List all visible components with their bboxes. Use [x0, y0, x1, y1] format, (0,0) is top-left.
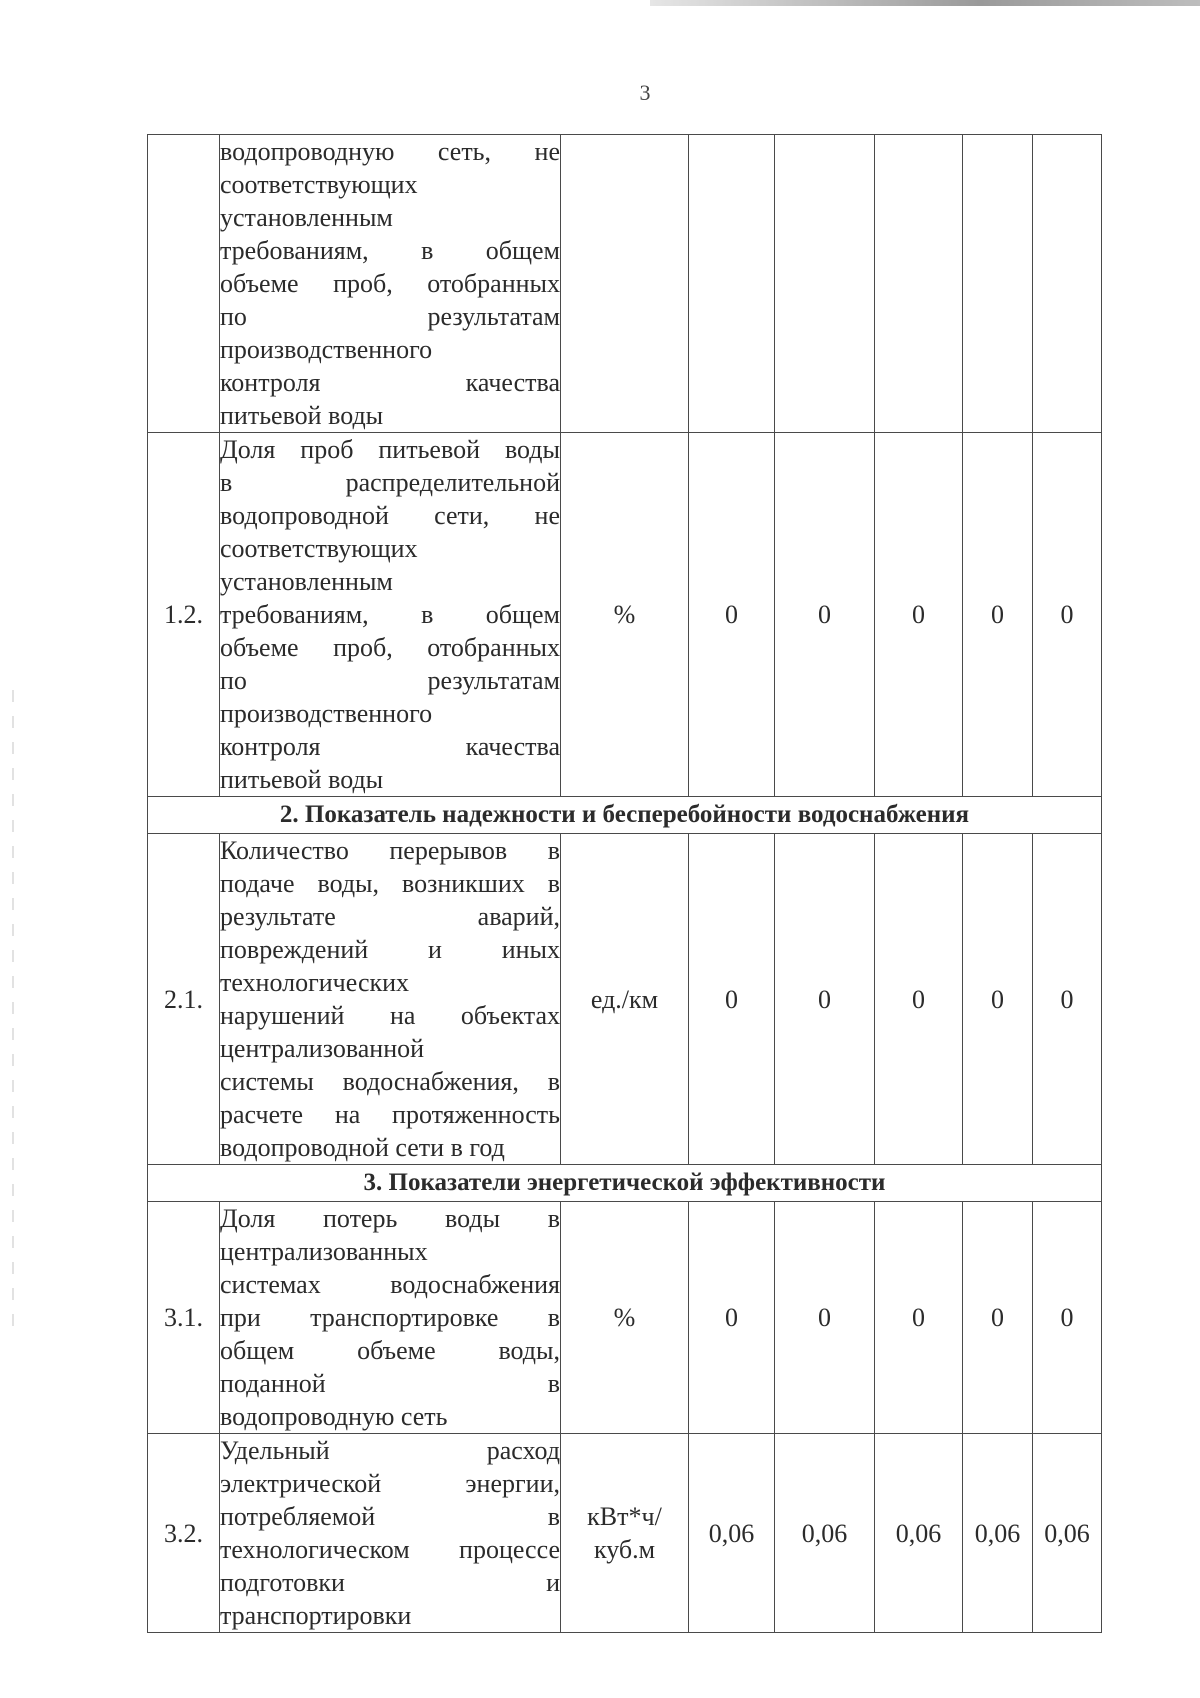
- description-line: Доля проб питьевой воды: [220, 435, 560, 464]
- description-line: по результатам: [220, 666, 560, 695]
- value-cell: 0,06: [689, 1434, 775, 1633]
- table-row: [148, 1434, 1102, 1633]
- description-line: технологических: [220, 968, 410, 997]
- description-line: водопроводную сеть: [220, 1402, 448, 1431]
- description-line: Удельный расход: [220, 1436, 560, 1465]
- value-cell: 0: [1033, 834, 1102, 1165]
- value-cell: 0: [963, 433, 1033, 797]
- value-cell: 0: [875, 433, 963, 797]
- table-row: [148, 1202, 1102, 1434]
- value-cell: 0: [875, 1202, 963, 1434]
- row-number: 3.1.: [148, 1202, 220, 1434]
- value-cell: 0: [963, 834, 1033, 1165]
- description-line: контроля качества: [220, 732, 560, 761]
- section-title: 3. Показатели энергетической эффективности: [148, 1165, 1102, 1202]
- description-line: по результатам: [220, 302, 560, 331]
- description-line: технологическом процессе: [220, 1535, 560, 1564]
- value-cell: 0: [689, 433, 775, 797]
- description-line: Количество перерывов в: [220, 836, 560, 865]
- description-line: результате аварий,: [220, 902, 560, 931]
- value-cell: 0: [775, 1202, 875, 1434]
- unit-line: куб.м: [593, 1535, 656, 1564]
- description-line: объеме проб, отобранных: [220, 633, 560, 662]
- description-line: питьевой воды: [220, 765, 384, 794]
- description-line: контроля качества: [220, 368, 560, 397]
- description-line: системах водоснабжения: [220, 1270, 560, 1299]
- description-line: подаче воды, возникших в: [220, 869, 560, 898]
- description-line: повреждений и иных: [220, 935, 560, 964]
- description-line: общем объеме воды,: [220, 1336, 560, 1365]
- indicator-description: [220, 135, 561, 433]
- description-line: централизованной: [220, 1034, 425, 1063]
- value-cell: [689, 135, 775, 433]
- value-cell: [775, 135, 875, 433]
- value-cell: 0: [1033, 433, 1102, 797]
- value-cell: 0: [775, 834, 875, 1165]
- indicators-table: [147, 134, 1102, 1633]
- value-cell: [875, 135, 963, 433]
- value-cell: 0: [689, 834, 775, 1165]
- unit-cell: ед./км: [561, 834, 689, 1165]
- unit-line: кВт*ч/: [587, 1502, 662, 1531]
- value-cell: 0: [689, 1202, 775, 1434]
- description-line: электрической энергии,: [220, 1469, 560, 1498]
- unit-cell: [561, 135, 689, 433]
- value-cell: 0,06: [1033, 1434, 1102, 1633]
- description-line: производственного: [220, 699, 433, 728]
- section-header-row: [148, 797, 1102, 834]
- scan-edge-mark: [12, 690, 14, 1340]
- description-line: расчете на протяженность: [220, 1100, 560, 1129]
- unit-cell: %: [561, 433, 689, 797]
- description-line: соответствующих: [220, 170, 418, 199]
- description-line: установленным: [220, 567, 393, 596]
- description-line: установленным: [220, 203, 393, 232]
- scan-shadow-top: [650, 0, 1200, 6]
- value-cell: [963, 135, 1033, 433]
- value-cell: 0,06: [963, 1434, 1033, 1633]
- indicator-description: [220, 1434, 561, 1633]
- description-line: требованиям, в общем: [220, 600, 560, 629]
- description-line: централизованных: [220, 1237, 428, 1266]
- description-line: транспортировки: [220, 1601, 412, 1630]
- description-line: питьевой воды: [220, 401, 384, 430]
- description-line: водопроводной сети в год: [220, 1133, 505, 1162]
- row-number: 2.1.: [148, 834, 220, 1165]
- section-title: 2. Показатель надежности и бесперебойности водоснабжения: [148, 797, 1102, 834]
- value-cell: [1033, 135, 1102, 433]
- description-line: водопроводной сети, не: [220, 501, 560, 530]
- description-line: Доля потерь воды в: [220, 1204, 560, 1233]
- value-cell: 0,06: [875, 1434, 963, 1633]
- page-number: 3: [639, 80, 651, 105]
- value-cell: 0: [775, 433, 875, 797]
- table-row: [148, 135, 1102, 433]
- value-cell: 0,06: [775, 1434, 875, 1633]
- row-number: 3.2.: [148, 1434, 220, 1633]
- description-line: нарушений на объектах: [220, 1001, 560, 1030]
- value-cell: 0: [875, 834, 963, 1165]
- description-line: водопроводную сеть, не: [220, 137, 560, 166]
- table-row: [148, 834, 1102, 1165]
- description-line: системы водоснабжения, в: [220, 1067, 560, 1096]
- section-header-row: [148, 1165, 1102, 1202]
- row-number: 1.2.: [148, 433, 220, 797]
- value-cell: 0: [963, 1202, 1033, 1434]
- description-line: потребляемой в: [220, 1502, 560, 1531]
- description-line: при транспортировке в: [220, 1303, 560, 1332]
- description-line: производственного: [220, 335, 433, 364]
- indicator-description: [220, 834, 561, 1165]
- unit-cell: [561, 1434, 689, 1633]
- indicator-description: [220, 433, 561, 797]
- description-line: подготовки и: [220, 1568, 560, 1597]
- description-line: поданной в: [220, 1369, 560, 1398]
- description-line: соответствующих: [220, 534, 418, 563]
- description-line: в распределительной: [220, 468, 560, 497]
- description-line: объеме проб, отобранных: [220, 269, 560, 298]
- row-number: [148, 135, 220, 433]
- indicator-description: [220, 1202, 561, 1434]
- unit-cell: %: [561, 1202, 689, 1434]
- description-line: требованиям, в общем: [220, 236, 560, 265]
- value-cell: 0: [1033, 1202, 1102, 1434]
- table-row: [148, 433, 1102, 797]
